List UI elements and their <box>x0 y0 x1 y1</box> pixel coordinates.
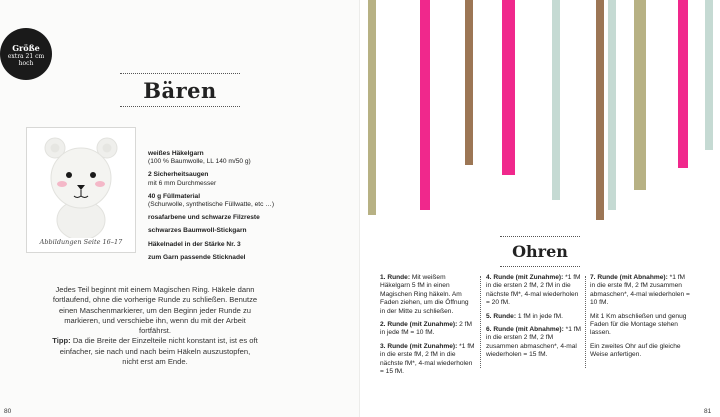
step-text: Mit weißem Häkelgarn 5 fM in einen Magischen Ring häkeln. Am Faden ziehen, um die Öffnung in der Mitte zu schließen. <box>380 274 469 315</box>
material-item <box>148 227 328 235</box>
instruction-step <box>380 321 475 338</box>
material-name: Häkelnadel in der Stärke Nr. 3 <box>148 240 241 248</box>
instruction-step <box>590 274 690 308</box>
size-badge <box>0 28 52 80</box>
instruction-step <box>380 274 475 316</box>
instruction-step <box>486 326 582 360</box>
ribbon-mint <box>705 0 713 150</box>
ribbon-brown <box>596 0 604 220</box>
instructions-column-1 <box>380 274 475 381</box>
instruction-step <box>590 343 690 360</box>
step-text: Ein zweites Ohr auf die gleiche Weise anfertigen. <box>590 342 681 359</box>
section-title: Ohren <box>512 242 568 261</box>
page-number-right: 81 <box>704 408 712 415</box>
intro-text: Jedes Teil beginnt mit einem Magischen Ring. Häkele dann fortlaufend, ohne die vorherige Runde zu schließen. Benutze einen Maschenmarkierer, um den Beginn jeder Runde zu markieren, und verschiebe ihn, wenn du mit der Arbeit fortfährst. <box>52 285 258 336</box>
title-rule-bottom <box>120 106 240 107</box>
material-item <box>148 150 328 166</box>
materials-list <box>148 150 328 267</box>
material-name: zum Garn passende Sticknadel <box>148 253 246 261</box>
instruction-step <box>486 313 582 321</box>
bear-illustration <box>27 128 135 238</box>
material-detail: mit 6 mm Durchmesser <box>148 179 217 187</box>
material-name: 2 Sicherheitsaugen <box>148 171 209 179</box>
ribbon-brown <box>465 0 473 165</box>
step-text: Mit 1 Km abschließen und genug Faden für die Montage stehen lassen. <box>590 312 687 337</box>
ribbon-olive <box>368 0 376 215</box>
step-text: 2 fM in jede fM = 10 fM. <box>380 321 472 337</box>
instructions-column-2 <box>486 274 582 365</box>
ribbon-pink-lace <box>502 0 515 175</box>
material-item <box>148 193 328 209</box>
step-heading: 6. Runde (mit Abnahme): <box>486 326 564 334</box>
instructions-column-3 <box>590 274 690 365</box>
ribbon-olive <box>634 0 646 190</box>
material-item <box>148 254 328 262</box>
ribbon-pink <box>420 0 430 210</box>
material-item <box>148 214 328 222</box>
page-title: Bären <box>143 78 217 103</box>
material-name: schwarzes Baumwoll-Stickgarn <box>148 227 247 235</box>
step-heading: 1. Runde: <box>380 274 411 281</box>
ohren-rule-top <box>500 236 580 237</box>
column-divider <box>480 276 481 368</box>
instruction-step <box>380 343 475 377</box>
step-heading: 2. Runde (mit Zunahme): <box>380 321 458 329</box>
step-heading: 3. Runde (mit Zunahme): <box>380 342 458 350</box>
ribbon-mint <box>552 0 560 200</box>
step-text: *1 fM in die erste fM, 2 fM zusammen abmaschen*, 4-mal wiederholen = 10 fM. <box>590 274 690 307</box>
step-heading: 5. Runde: <box>486 312 517 320</box>
ohren-rule-bottom <box>500 266 580 267</box>
step-text: 1 fM in jede fM. <box>516 312 563 320</box>
step-heading: 4. Runde (mit Zunahme): <box>486 274 564 281</box>
material-item <box>148 171 328 187</box>
step-text: *1 fM in die ersten 2 fM, 2 fM zusammen abmaschen*, 4-mal wiederholen = 15 fM. <box>486 326 582 359</box>
material-name: 40 g Füllmaterial <box>148 192 201 200</box>
bear-photo <box>26 127 136 253</box>
size-badge-title: Größe <box>12 43 40 53</box>
photo-caption: Abbildungen Seite 16–17 <box>39 238 123 246</box>
ribbon-mint <box>608 0 616 210</box>
material-item <box>148 241 328 249</box>
step-text: *1 fM in die erste fM, 2 fM in die nächste fM*, 4-mal wiederholen = 15 fM. <box>380 342 475 376</box>
instruction-step <box>590 313 690 338</box>
page-number-left: 80 <box>4 408 12 415</box>
material-name: rosafarbene und schwarze Filzreste <box>148 214 260 222</box>
tip-paragraph <box>52 336 258 367</box>
material-name: weißes Häkelgarn <box>148 150 204 157</box>
instruction-step <box>486 274 582 308</box>
material-detail: (100 % Baumwolle, LL 140 m/50 g) <box>148 158 251 166</box>
step-text: *1 fM in die ersten 2 fM, 2 fM in die nächste fM*, 4-mal wiederholen = 20 fM. <box>486 274 581 307</box>
tip-label: Tipp: <box>52 336 71 346</box>
step-heading: 7. Runde (mit Abnahme): <box>590 274 668 281</box>
size-badge-line2: hoch <box>18 60 34 67</box>
title-rule-top <box>120 73 240 74</box>
column-divider <box>585 276 586 368</box>
tip-text: Da die Breite der Einzelteile nicht konstant ist, ist es oft einfacher, sie nach und nach beim Häkeln auszustopfen, nicht erst am Ende. <box>59 336 258 367</box>
size-badge-line1: extra 21 cm <box>7 53 45 60</box>
material-detail: (Schurwolle, synthetische Füllwatte, etc …) <box>148 201 275 209</box>
ribbons-photo <box>360 0 720 225</box>
intro-block <box>52 285 258 367</box>
ribbon-pink <box>678 0 688 168</box>
